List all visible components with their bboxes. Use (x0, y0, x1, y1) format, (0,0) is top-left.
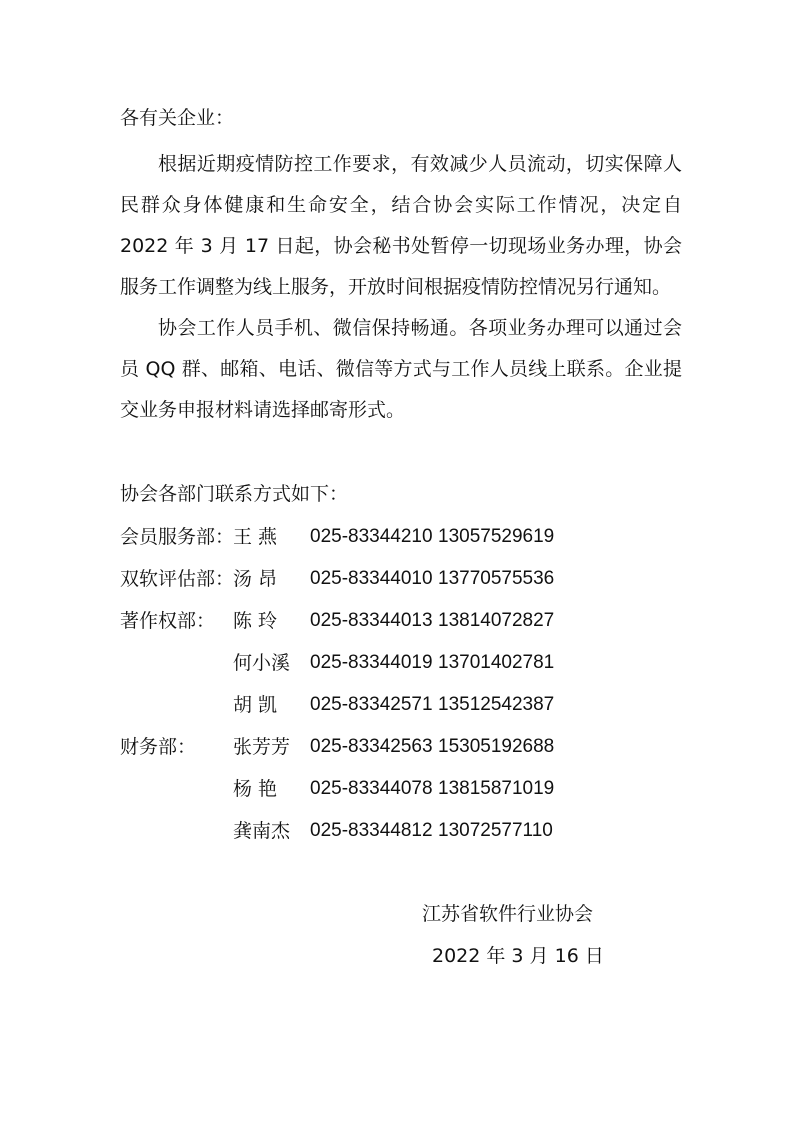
contact-row (120, 733, 680, 761)
signature-organization: 江苏省软件行业协会 (422, 903, 594, 925)
contact-row (120, 817, 680, 845)
contact-name: 龚南杰 (233, 820, 291, 842)
contact-row (120, 775, 680, 803)
contact-department: 财务部： (120, 736, 197, 758)
contacts-heading: 协会各部门联系方式如下： (120, 483, 349, 505)
contact-department: 会员服务部： (120, 526, 235, 548)
salutation: 各有关企业： (120, 107, 235, 129)
contact-phone: 025-83344013 (310, 610, 433, 631)
contact-mobile: 13072577110 (438, 820, 553, 841)
contact-mobile: 13701402781 (438, 652, 555, 673)
contact-name: 张芳芳 (233, 736, 291, 758)
contact-row (120, 649, 680, 677)
contact-row (120, 691, 680, 719)
contact-phone: 025-83344019 (310, 652, 433, 673)
paragraph-suspension-notice: 根据近期疫情防控工作要求，有效减少人员流动，切实保障人民群众身体健康和生命安全，结合协会实际工作情况，决定自 2022 年 3 月 17 日起，协会秘书处暂停一切现场业务办理，协会服务工作调整为线上服务，开放时间根据疫情防控情况另行通知。 (120, 153, 682, 298)
contact-name: 何小溪 (233, 652, 291, 674)
contact-mobile: 13814072827 (438, 610, 555, 631)
contact-name: 汤 昂 (233, 568, 278, 590)
contact-mobile: 13057529619 (438, 526, 555, 547)
signature-date: 2022 年 3 月 16 日 (432, 945, 604, 967)
contact-mobile: 13512542387 (438, 694, 555, 715)
contact-mobile: 13770575536 (438, 568, 555, 589)
contact-mobile: 13815871019 (438, 778, 555, 799)
contact-row (120, 523, 680, 551)
contact-name: 王 燕 (233, 526, 278, 548)
contact-phone: 025-83344078 (310, 778, 433, 799)
contact-name: 胡 凯 (233, 694, 278, 716)
contact-row (120, 565, 680, 593)
contact-name: 杨 艳 (233, 778, 278, 800)
contact-phone: 025-83344812 (310, 820, 433, 841)
paragraph-online-contact: 协会工作人员手机、微信保持畅通。各项业务办理可以通过会员 QQ 群、邮箱、电话、微信等方式与工作人员线上联系。企业提交业务申报材料请选择邮寄形式。 (120, 317, 682, 421)
contact-department: 著作权部： (120, 610, 216, 632)
contact-phone: 025-83342563 (310, 736, 433, 757)
contact-phone: 025-83342571 (310, 694, 433, 715)
contact-phone: 025-83344010 (310, 568, 433, 589)
contact-department: 双软评估部： (120, 568, 235, 590)
contact-row (120, 607, 680, 635)
contact-phone: 025-83344210 (310, 526, 433, 547)
contact-name: 陈 玲 (233, 610, 278, 632)
contact-mobile: 15305192688 (438, 736, 555, 757)
